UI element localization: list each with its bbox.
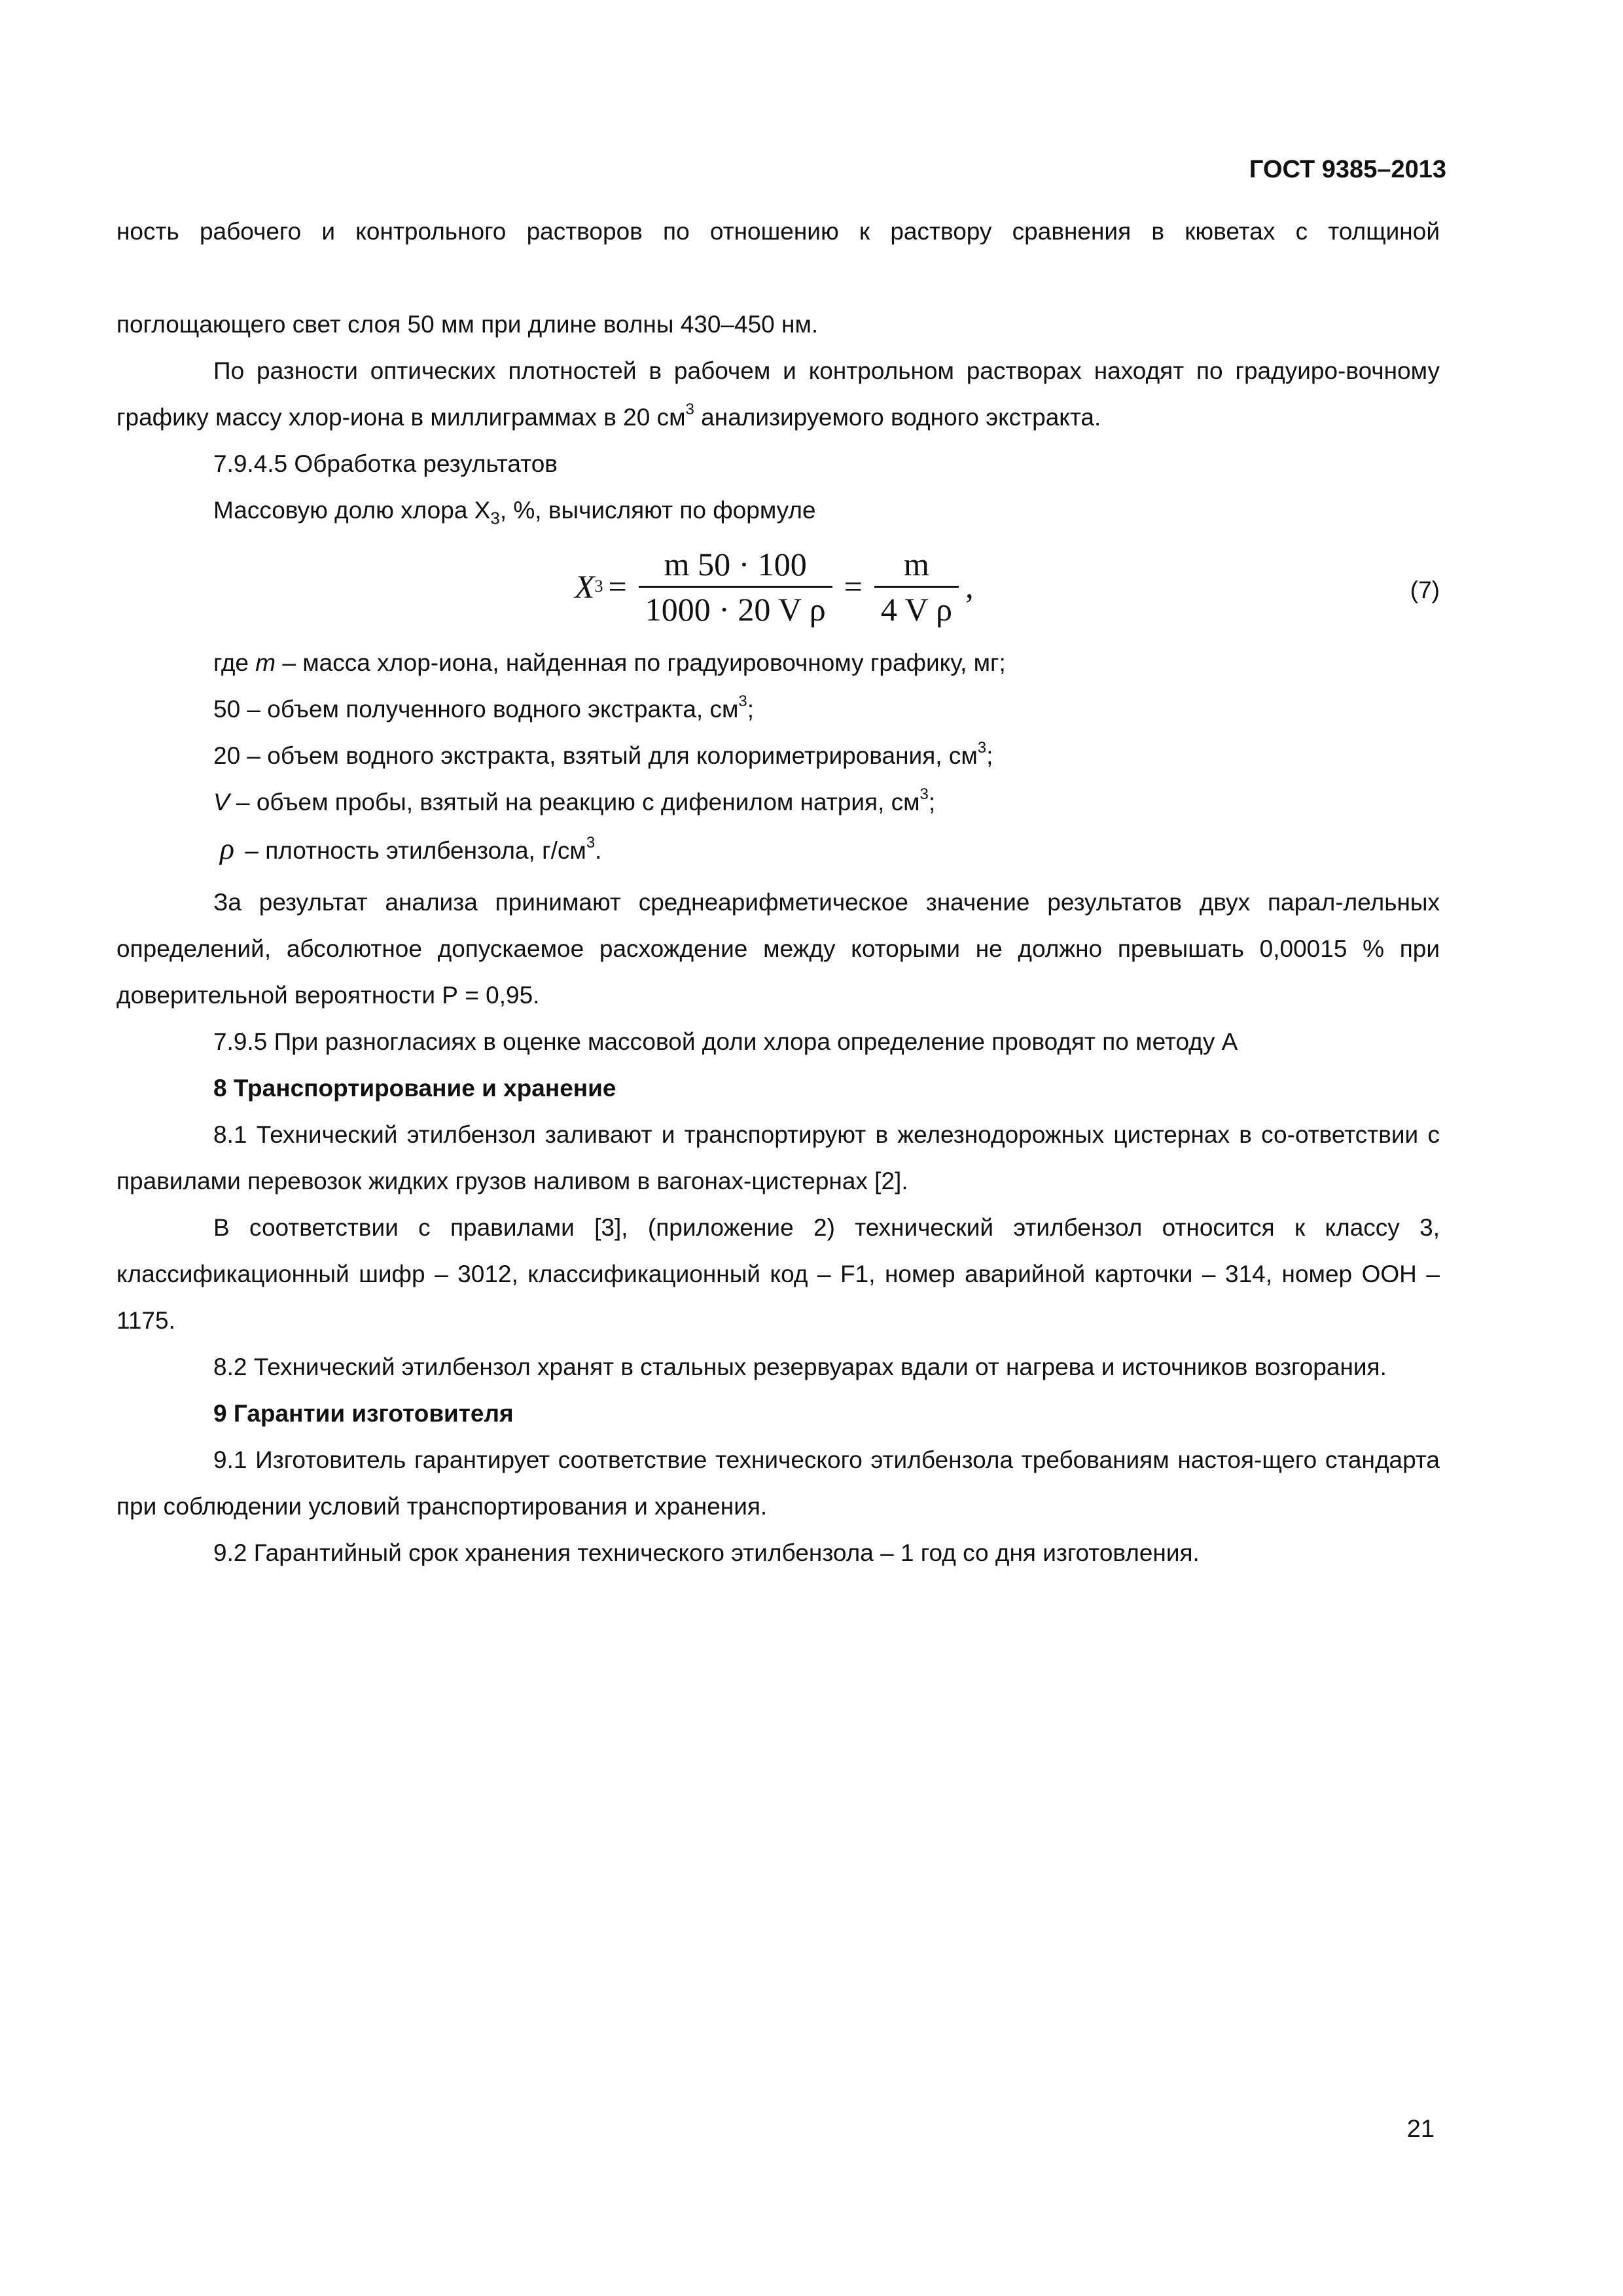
standard-header: ГОСТ 9385–2013 (1249, 156, 1446, 183)
paragraph-continuation-line1: ность рабочего и контрольного растворов по отношению к раствору сравнения в кюветах с толщиной (116, 218, 1440, 245)
legend-rho (116, 825, 1440, 874)
formula-equals-1: = (608, 567, 627, 605)
fraction-1-denominator: 1000 · 20 V ρ (639, 586, 832, 628)
legend-20-sup: 3 (977, 738, 987, 757)
formula-fraction-1 (639, 545, 832, 628)
paragraph-optical-density (116, 348, 1440, 440)
page-number: 21 (1406, 2115, 1435, 2143)
legend-20 (116, 732, 1440, 779)
formula-7 (116, 537, 1440, 636)
subsection-7-9-4-5: 7.9.4.5 Обработка результатов (213, 450, 558, 477)
legend-V-end: ; (928, 789, 936, 816)
formula-expression: X 3 = $\frac{m 50 \cdot 100}{\text{1000 · 20 V ρ}}$ = $\frac{m}{\text{4 V ρ}}$ , (575, 545, 974, 628)
optical-density-text-b: анализируемого водного экстракта. (694, 404, 1101, 431)
paragraph-8-1: 8.1 Технический этилбензол заливают и транспортируют в железнодорожных цистернах в со-ответствии с правилами перевозок жидких грузов наливом в вагонах-цистернах [2]. (116, 1121, 1440, 1194)
paragraph-result: За результат анализа принимают среднеарифметическое значение результатов двух парал-лельных определений, абсолютное допускаемое расхождение между которыми не должно превышать 0,00015 % при доверительной вероятности Р = 0,95. (116, 889, 1440, 1009)
formula-number: (7) (1410, 577, 1440, 603)
paragraph-8-1-rules: В соответствии с правилами [3], (приложение 2) технический этилбензол относится к классу 3, классификационный шифр – 3012, классификационный код – F1, номер аварийной карточки – 314, номер ООН – 1175. (116, 1214, 1440, 1334)
fraction-2-denominator: 4 V ρ (874, 586, 959, 628)
formula-fraction-2 (874, 545, 959, 628)
mass-intro-subscript: 3 (490, 508, 500, 528)
fraction-1-numerator: m 50 · 100 (664, 545, 807, 583)
paragraph-9-1: 9.1 Изготовитель гарантирует соответствие технического этилбензола требованиям настоя-щего стандарта при соблюдении условий транспортирования и хранения. (116, 1446, 1440, 1520)
mass-intro-text-a: Массовую долю хлора Х (213, 497, 491, 524)
legend-V-symbol: V (213, 789, 230, 816)
legend-rho-text: – плотность этилбензола, г/см (238, 837, 586, 864)
section-9-heading: 9 Гарантии изготовителя (213, 1400, 514, 1427)
paragraph-8-2: 8.2 Технический этилбензол хранят в стальных резервуарах вдали от нагрева и источников возгорания. (213, 1354, 1387, 1380)
legend-m (116, 639, 1440, 686)
legend-rho-symbol: ρ (220, 832, 235, 865)
optical-density-text-a: По разности оптических плотностей в рабочем и контрольном растворах находят по градуиро-вочному графику массу хлор-иона в миллиграммах в 20 см (116, 357, 1440, 431)
mass-fraction-intro (116, 487, 1440, 533)
legend-m-symbol: m (255, 649, 276, 676)
legend-V (116, 779, 1440, 825)
document-body (116, 208, 1440, 1576)
legend-V-text: – объем пробы, взятый на реакцию с дифенилом натрия, см (229, 789, 920, 816)
legend-50-text: 50 – объем полученного водного экстракта, см (213, 696, 739, 723)
legend-m-prefix: где (213, 649, 256, 676)
cm3-superscript: 3 (685, 400, 694, 418)
mass-intro-text-b: , %, вычисляют по формуле (499, 497, 816, 524)
legend-20-end: ; (986, 742, 993, 769)
paragraph-continuation-line2: поглощающего свет слоя 50 мм при длине волны 430–450 нм. (116, 311, 819, 338)
section-8-heading: 8 Транспортирование и хранение (213, 1075, 616, 1102)
fraction-2-numerator: m (904, 545, 929, 583)
legend-rho-sup: 3 (586, 833, 596, 852)
formula-equals-2: = (844, 567, 863, 605)
legend-50-end: ; (747, 696, 755, 723)
legend-rho-end: . (595, 837, 602, 864)
subsection-7-9-5: 7.9.5 При разногласиях в оценке массовой доли хлора определение проводят по методу А (213, 1028, 1238, 1055)
formula-lhs: X (575, 567, 595, 605)
legend-m-text: – масса хлор-иона, найденная по градуировочному графику, мг; (276, 649, 1006, 676)
paragraph-9-2: 9.2 Гарантийный срок хранения технического этилбензола – 1 год со дня изготовления. (213, 1539, 1200, 1566)
legend-50 (116, 686, 1440, 732)
legend-50-sup: 3 (738, 692, 747, 710)
formula-comma: , (965, 567, 974, 605)
legend-V-sup: 3 (919, 785, 929, 803)
legend-20-text: 20 – объем водного экстракта, взятый для колориметрирования, см (213, 742, 978, 769)
